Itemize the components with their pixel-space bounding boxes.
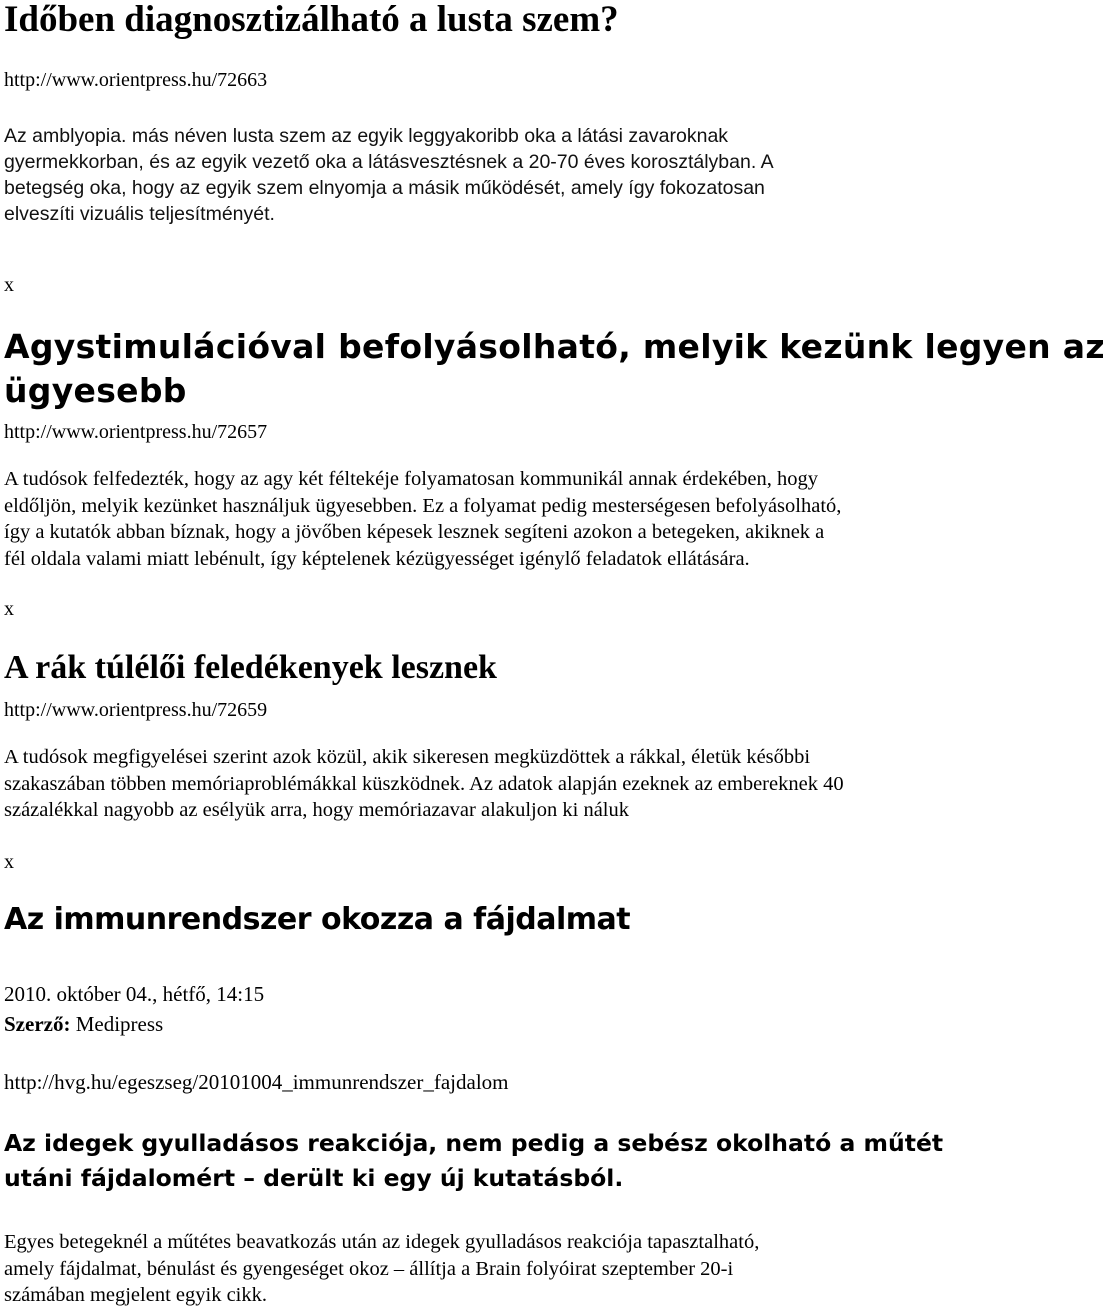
paragraph-line: A tudósok felfedezték, hogy az agy két féltekéje folyamatosan kommunikál annak érdekében, hogy [4,468,819,490]
article2-paragraph [4,466,841,572]
author-label: Szerző: [4,1012,71,1036]
paragraph-line: gyermekkorban, és az egyik vezető oka a látásvesztésnek a 20-70 éves korosztályban. A [4,151,774,173]
paragraph-line: eldőljön, melyik kezünket használjuk ügyesebben. Ez a folyamat pedig mesterségesen befolyásolható, [4,494,842,517]
article3-title: A rák túlélői feledékenyek lesznek [4,649,497,686]
paragraph-line: szakaszában többen memóriaproblémákkal küszködnek. Az adatok alapján ezeknek az embereknek 40 [4,772,844,795]
paragraph-line: A tudósok megfigyelései szerint azok közül, akik sikeresen megküzdöttek a rákkal, életük későbbi [4,746,811,768]
paragraph-line: elveszíti vizuális teljesítményét. [4,203,275,225]
article4-author [4,1011,163,1037]
title-line: Agystimulációval befolyásolható, melyik kezünk legyen az [4,327,1105,366]
article4-lead [4,1126,943,1196]
article3-paragraph [4,744,844,824]
paragraph-line: fél oldala valami miatt lebénult, így képtelenek kézügyességet igénylő feladatok ellátására. [4,547,750,570]
author-name: Medipress [70,1012,164,1036]
close-icon[interactable]: x [4,598,14,620]
article4-date: 2010. október 04., hétfő, 14:15 [4,982,265,1006]
paragraph-line: betegség oka, hogy az egyik szem elnyomja a másik működését, amely így fokozatosan [4,177,765,199]
paragraph-line: számában megjelent egyik cikk. [4,1284,267,1306]
article1-title: Időben diagnosztizálható a lusta szem? [4,0,619,40]
paragraph-line: Egyes betegeknél a műtétes beavatkozás után az idegek gyulladásos reakciója tapasztalható, [4,1231,760,1253]
paragraph-line: így a kutatók abban bíznak, hogy a jövőben képesek lesznek segíteni azokon a betegeken, akiknek a [4,521,825,543]
article2-link[interactable]: http://www.orientpress.hu/72657 [4,421,268,443]
article4-paragraph [4,1229,759,1309]
paragraph-line: százalékkal nagyobb az esélyük arra, hogy memóriazavar alakuljon ki náluk [4,799,629,821]
close-icon[interactable]: x [4,274,14,296]
article1-paragraph [4,123,774,227]
lead-line: Az idegek gyulladásos reakciója, nem pedig a sebész okolható a műtét [4,1129,944,1157]
title-line: ügyesebb [4,371,187,410]
paragraph-line: amely fájdalmat, bénulást és gyengeséget okoz – állítja a Brain folyóirat szeptember 20-i [4,1257,734,1280]
article4-link[interactable]: http://hvg.hu/egeszseg/20101004_immunrendszer_fajdalom [4,1070,509,1094]
article1-link[interactable]: http://www.orientpress.hu/72663 [4,69,268,91]
article3-link[interactable]: http://www.orientpress.hu/72659 [4,699,268,721]
paragraph-line: Az amblyopia. más néven lusta szem az egyik leggyakoribb oka a látási zavaroknak [4,125,729,147]
article4-title: Az immunrendszer okozza a fájdalmat [4,902,631,937]
lead-line: utáni fájdalomért – derült ki egy új kutatásból. [4,1164,624,1192]
article2-title [4,325,1105,413]
close-icon[interactable]: x [4,851,14,873]
